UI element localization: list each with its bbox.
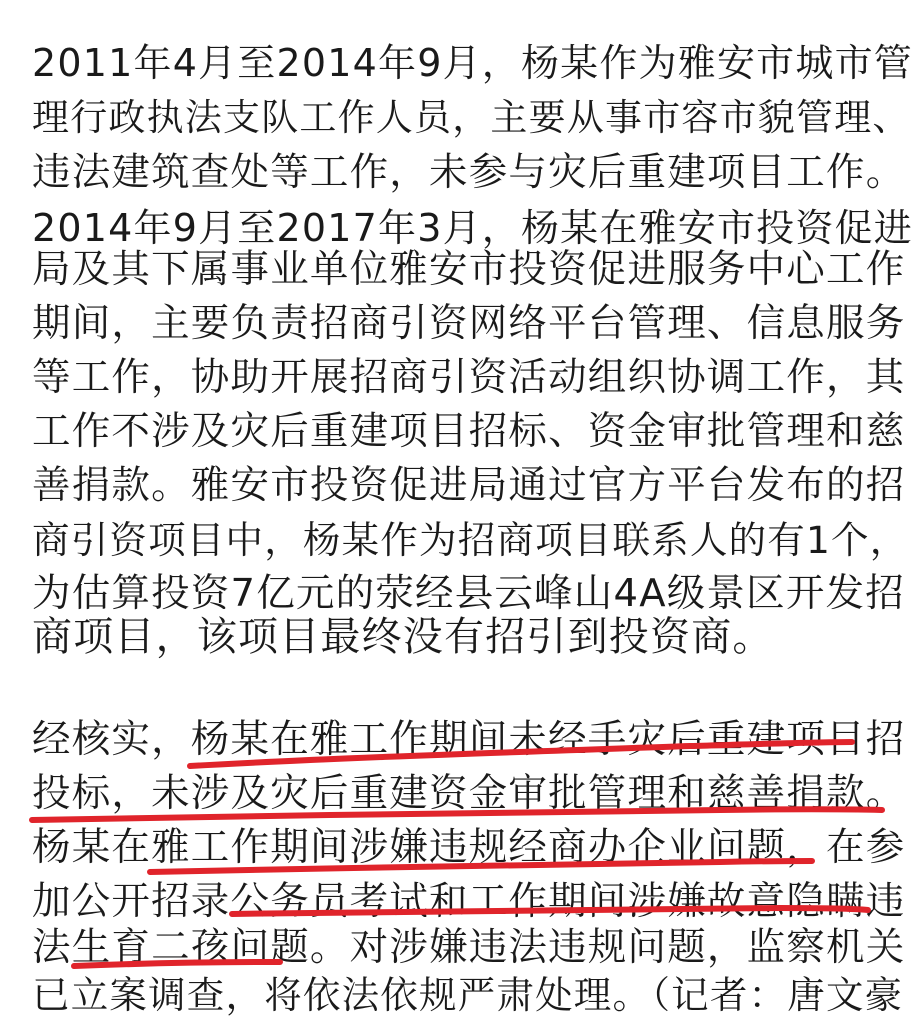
text-line: 已立案调查，将依法依规严肃处理。（记者：唐文豪 [32,973,904,1017]
text-line: 为估算投资7亿元的荥经县云峰山4A级景区开发招 [32,571,905,616]
text-line: 法生育二孩问题。对涉嫌违法违规问题，监察机关 [32,925,906,970]
text-line: 期间，主要负责招商引资网络平台管理、信息服务 [32,301,906,346]
text-line: 2014年9月至2017年3月，杨某在雅安市投资促进 [32,206,913,250]
text-line: 工作不涉及灾后重建项目招标、资金审批管理和慈 [32,409,906,454]
text-line: 经核实，杨某在雅工作期间未经手灾后重建项目招 [32,717,906,762]
text-line: 2011年4月至2014年9月，杨某作为雅安市城市管 [32,41,913,85]
text-line: 加公开招录公务员考试和工作期间涉嫌故意隐瞒违 [32,879,906,924]
text-line: 理行政执法支队工作人员，主要从事市容市貌管理、 [32,96,911,139]
text-line: 等工作，协助开展招商引资活动组织协调工作，其 [32,355,906,400]
text-line: 商引资项目中，杨某作为招商项目联系人的有1个， [32,518,909,562]
text-line: 商项目，该项目最终没有招引到投资商。 [32,614,774,660]
text-line: 违法建筑查处等工作，未参与灾后重建项目工作。 [32,150,906,195]
text-line: 局及其下属事业单位雅安市投资促进服务中心工作 [32,247,906,292]
text-line: 投标，未涉及灾后重建资金审批管理和慈善捐款。 [32,771,906,816]
text-line: 杨某在雅工作期间涉嫌违规经商办企业问题，在参 [32,825,906,870]
text-line: 善捐款。雅安市投资促进局通过官方平台发布的招 [32,463,906,508]
